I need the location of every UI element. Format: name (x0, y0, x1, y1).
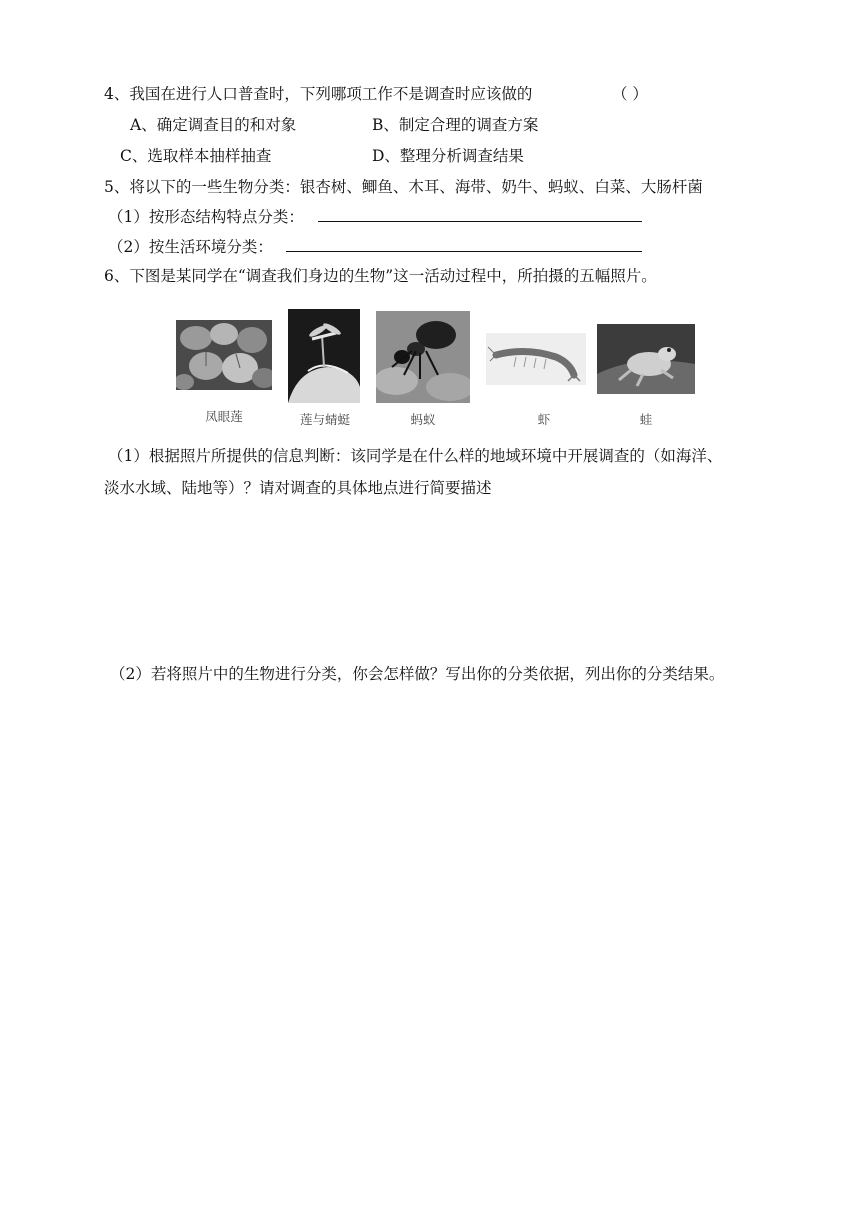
q4-option-a: A、确定调查目的和对象 (130, 116, 297, 134)
water-hyacinth-photo (176, 320, 272, 390)
q6-part2: （2）若将照片中的生物进行分类，你会怎样做？写出你的分类依据，列出你的分类结果。 (110, 665, 725, 683)
q5-part2-answer-line[interactable] (286, 251, 642, 252)
q6-part1-line2: 淡水水域、陆地等）？请对调查的具体地点进行简要描述 (104, 479, 492, 497)
q5-stem: 5、将以下的一些生物分类：银杏树、鲫鱼、木耳、海带、奶牛、蚂蚁、白菜、大肠杆菌 (104, 178, 703, 196)
ant-photo (376, 311, 470, 403)
q4-option-d: D、整理分析调查结果 (372, 147, 524, 165)
photo-caption-shrimp: 虾 (537, 412, 551, 427)
q5-part1-answer-line[interactable] (318, 221, 642, 222)
q4-answer-parentheses: （ ） (612, 85, 648, 103)
q4-option-b: B、制定合理的调查方案 (372, 116, 539, 134)
q5-part1-label: （1）按形态结构特点分类： (108, 208, 304, 226)
photo-caption-ant: 蚂蚁 (410, 412, 436, 427)
frog-photo (597, 324, 695, 394)
photo-caption-water-hyacinth: 凤眼莲 (205, 409, 243, 424)
q6-part1-line1: （1）根据照片所提供的信息判断：该同学是在什么样的地域环境中开展调查的（如海洋、 (108, 447, 723, 465)
lotus-dragonfly-photo (288, 309, 360, 403)
shrimp-photo (486, 333, 586, 385)
q4-stem: 4、我国在进行人口普查时，下列哪项工作不是调查时应该做的 (104, 85, 533, 103)
photo-caption-lotus-dragonfly: 莲与蜻蜓 (299, 412, 350, 427)
q5-part2-label: （2）按生活环境分类： (108, 238, 273, 256)
photo-caption-frog: 蛙 (639, 412, 653, 427)
q4-option-c: C、选取样本抽样抽查 (120, 147, 272, 165)
q6-stem: 6、下图是某同学在“调查我们身边的生物”这一活动过程中，所拍摄的五幅照片。 (104, 267, 657, 285)
